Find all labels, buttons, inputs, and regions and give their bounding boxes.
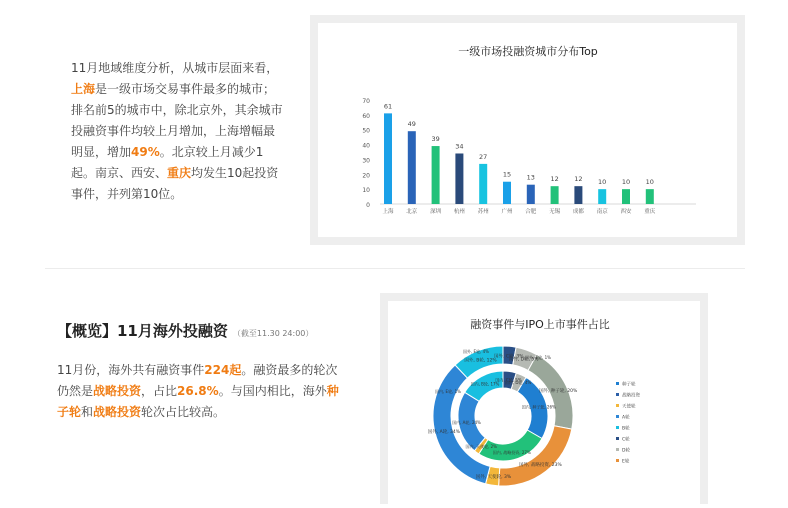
x-tick-label: 北京 (406, 209, 418, 215)
highlight-strategic-2: 战略投资 (93, 405, 142, 419)
legend-swatch (616, 426, 619, 429)
legend-swatch (616, 404, 619, 407)
donut-segment-label: 国内, 战略投资, 27% (492, 449, 531, 455)
bar (455, 153, 463, 204)
legend-label: A轮 (622, 415, 630, 421)
text-segment: 均发生10起投资事件，并列第10位。 (71, 166, 279, 201)
bar-value-label: 10 (645, 178, 654, 187)
legend-label: E轮 (622, 459, 630, 465)
donut-chart-title: 融资事件与IPO上市事件占比 (470, 318, 610, 331)
text-segment: 11月份，海外共有融资事件 (57, 363, 205, 377)
legend-label: 战略投资 (622, 393, 640, 399)
x-tick-label: 西安 (620, 209, 632, 215)
bar (503, 182, 511, 204)
legend-label: C轮 (622, 437, 630, 443)
legend-swatch (616, 448, 619, 451)
highlight-strategic: 战略投资 (93, 384, 142, 398)
bar-chart-card (310, 15, 745, 245)
donut-annotation: 国外, E轮, 4% (463, 349, 489, 354)
bar (527, 185, 535, 204)
section-divider (45, 268, 745, 269)
x-tick-label: 广州 (501, 209, 513, 215)
x-tick-label: 无锡 (549, 209, 561, 215)
bar (408, 131, 416, 204)
section-title (57, 320, 313, 341)
bar-value-label: 13 (526, 173, 535, 182)
legend-swatch (616, 459, 619, 462)
highlight-chongqing: 重庆 (167, 166, 192, 180)
donut-annotation: 国内, E轮, 1% (435, 389, 461, 394)
bar (384, 113, 392, 204)
y-tick-label: 70 (362, 98, 370, 105)
donut-segment-label: 国外, A轮, 34% (427, 430, 461, 436)
highlight-percent: 26.8% (177, 384, 219, 398)
bar-chart-bars (382, 102, 655, 215)
legend-label: B轮 (622, 426, 630, 432)
x-tick-label: 南京 (596, 209, 608, 215)
overseas-analysis-paragraph (57, 360, 347, 423)
y-tick-label: 30 (362, 157, 370, 165)
y-tick-label: 50 (362, 127, 370, 135)
bar (479, 164, 487, 204)
bar (432, 146, 440, 204)
bar-value-label: 12 (550, 175, 559, 184)
legend-label: 种子轮 (622, 382, 636, 388)
bar (646, 189, 654, 204)
donut-segment-label: 国外, C轮, 3% (493, 354, 524, 360)
text-segment: 。融资最多的轮次仍然是 (57, 363, 338, 398)
bar-value-label: 10 (598, 178, 607, 187)
bar-value-label: 27 (479, 152, 488, 161)
donut-segment-label: 国内, D轮, 4% (504, 380, 532, 386)
bar-value-label: 61 (383, 102, 393, 111)
bar (622, 189, 630, 204)
x-tick-label: 合肥 (525, 209, 537, 215)
y-tick-label: 0 (366, 202, 370, 209)
legend-swatch (616, 382, 619, 385)
bar-value-label: 10 (621, 178, 631, 187)
y-tick-label: 20 (362, 172, 370, 180)
donut-segment-label: 国外, B轮, 12% (464, 358, 497, 364)
text-segment: 11月地域维度分析，从城市层面来看， (71, 61, 279, 75)
round-donut-chart (388, 301, 700, 504)
city-analysis-paragraph (71, 58, 286, 205)
section-title-text: 【概览】11月海外投融资 (57, 322, 228, 340)
highlight-seed: 种子轮 (57, 384, 339, 419)
text-segment: 和 (81, 405, 94, 419)
legend-swatch (616, 415, 619, 418)
text-segment: 是一级市场交易事件最多的城市；排名前5的城市中，除北京外，其余城市投融资事件均较上月增加，上海增幅最明显，增加 (71, 82, 283, 159)
bar (551, 186, 559, 204)
bar-value-label: 15 (502, 170, 512, 179)
bar-chart-title: 一级市场投融资城市分布Top (458, 45, 598, 58)
x-tick-label: 上海 (382, 209, 394, 215)
section-title-note: （截至11.30 24:00） (232, 329, 314, 338)
bar-value-label: 34 (455, 142, 464, 151)
donut-legend (616, 381, 640, 465)
donut-segment-label: 国外, 种子轮, 20% (539, 389, 578, 395)
highlight-growth: 49% (131, 145, 160, 159)
donut-segment-label: 国外, 天使轮, 3% (475, 475, 512, 481)
text-segment: ，占比 (141, 384, 178, 398)
donut-segment-label: 国内, 天使轮, 2% (465, 443, 497, 449)
donut-segment-label: 国内, 种子轮, 26% (521, 404, 556, 410)
highlight-count: 224起 (204, 363, 242, 377)
text-segment: 。与国内相比，海外 (218, 384, 327, 398)
y-tick-label: 10 (362, 187, 370, 195)
bar (598, 189, 606, 204)
x-tick-label: 重庆 (644, 209, 656, 215)
donut-segment-label: 国内, C轮, 5% (495, 377, 522, 383)
donut-annotation: 国外, E轮, 1% (525, 355, 551, 360)
bar-value-label: 49 (407, 120, 416, 129)
bar-value-label: 12 (574, 175, 583, 184)
text-segment: 轮次占比较高。 (141, 405, 226, 419)
y-tick-label: 60 (362, 112, 370, 120)
legend-label: 天使轮 (622, 404, 636, 410)
donut-segment-label: 国内, A轮, 24% (452, 420, 481, 426)
x-tick-label: 杭州 (453, 209, 465, 215)
donut-segment-label: 国外, 战略投资, 23% (519, 463, 562, 469)
highlight-shanghai: 上海 (71, 82, 96, 96)
y-tick-label: 40 (362, 142, 370, 150)
donut-segment-label: 国内, B轮, 17% (470, 381, 500, 387)
x-tick-label: 成都 (572, 209, 584, 215)
legend-swatch (616, 393, 619, 396)
legend-swatch (616, 437, 619, 440)
text-segment: 。北京较上月减少1起。南京、西安、 (71, 145, 264, 180)
legend-label: D轮 (622, 448, 630, 454)
bar (574, 186, 582, 204)
x-tick-label: 深圳 (430, 209, 442, 215)
donut-segment-label: 国外, D轮, 5% (508, 357, 539, 363)
x-tick-label: 苏州 (477, 209, 489, 215)
donut-chart-card (380, 293, 708, 504)
city-bar-chart (318, 23, 737, 237)
bar-value-label: 39 (431, 135, 440, 144)
